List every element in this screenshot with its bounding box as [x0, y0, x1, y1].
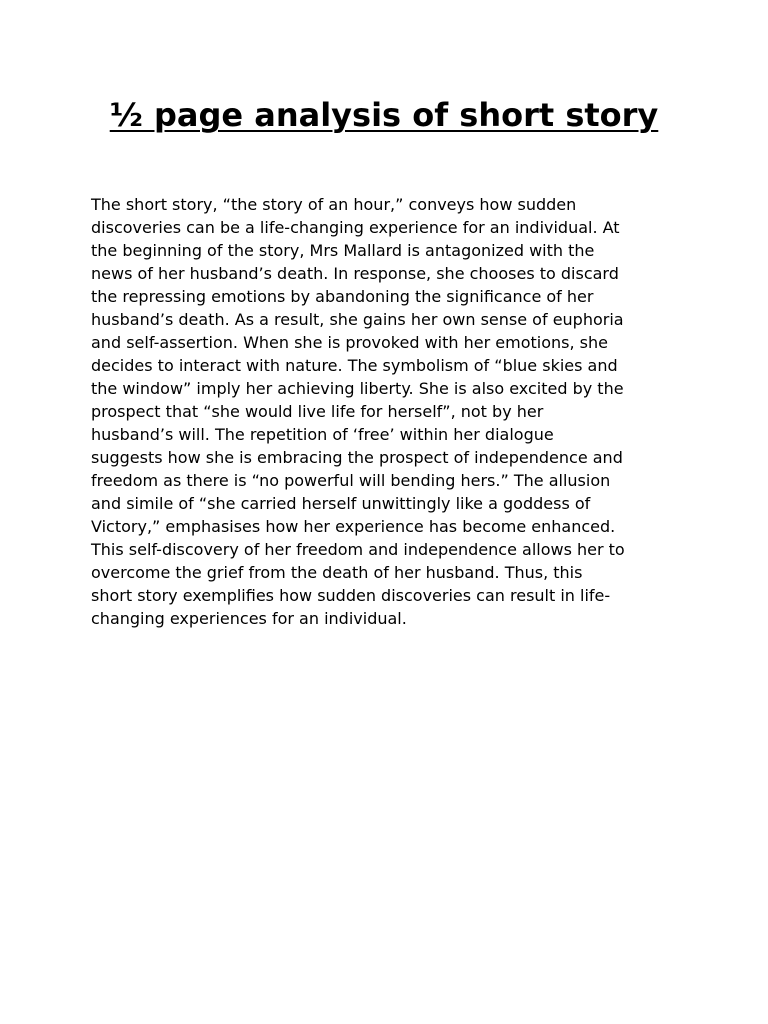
paragraph-line: Victory,” emphasises how her experience has become enhanced.	[91, 517, 616, 536]
paragraph-line: husband’s will. The repetition of ‘free’ within her dialogue	[91, 425, 554, 444]
page-title: ½ page analysis of short story	[109, 96, 659, 134]
paragraph-line: the repressing emotions by abandoning the significance of her	[91, 287, 594, 306]
paragraph-line: news of her husband’s death. In response, she chooses to discard	[91, 264, 619, 283]
paragraph-line: freedom as there is “no powerful will bending hers.” The allusion	[91, 471, 611, 490]
paragraph-line: the beginning of the story, Mrs Mallard is antagonized with the	[91, 241, 595, 260]
paragraph-line: husband’s death. As a result, she gains her own sense of euphoria	[91, 310, 624, 329]
paragraph-line: prospect that “she would live life for herself”, not by her	[91, 402, 544, 421]
paragraph-line: suggests how she is embracing the prospect of independence and	[91, 448, 623, 467]
paragraph-line: overcome the grief from the death of her husband. Thus, this	[91, 563, 583, 582]
paragraph-line: decides to interact with nature. The symbolism of “blue skies and	[91, 356, 618, 375]
paragraph-line: and simile of “she carried herself unwittingly like a goddess of	[91, 494, 591, 513]
paragraph-line: the window” imply her achieving liberty. She is also excited by the	[91, 379, 624, 398]
paragraph-line: changing experiences for an individual.	[91, 609, 407, 628]
paragraph-line: This self-discovery of her freedom and independence allows her to	[91, 540, 625, 559]
paragraph-line: short story exemplifies how sudden discoveries can result in life-	[91, 586, 611, 605]
paragraph-line: and self-assertion. When she is provoked with her emotions, she	[91, 333, 608, 352]
analysis-paragraph	[91, 193, 691, 630]
paragraph-line: The short story, “the story of an hour,” conveys how sudden	[91, 195, 577, 214]
paragraph-line: discoveries can be a life-changing experience for an individual. At	[91, 218, 620, 237]
